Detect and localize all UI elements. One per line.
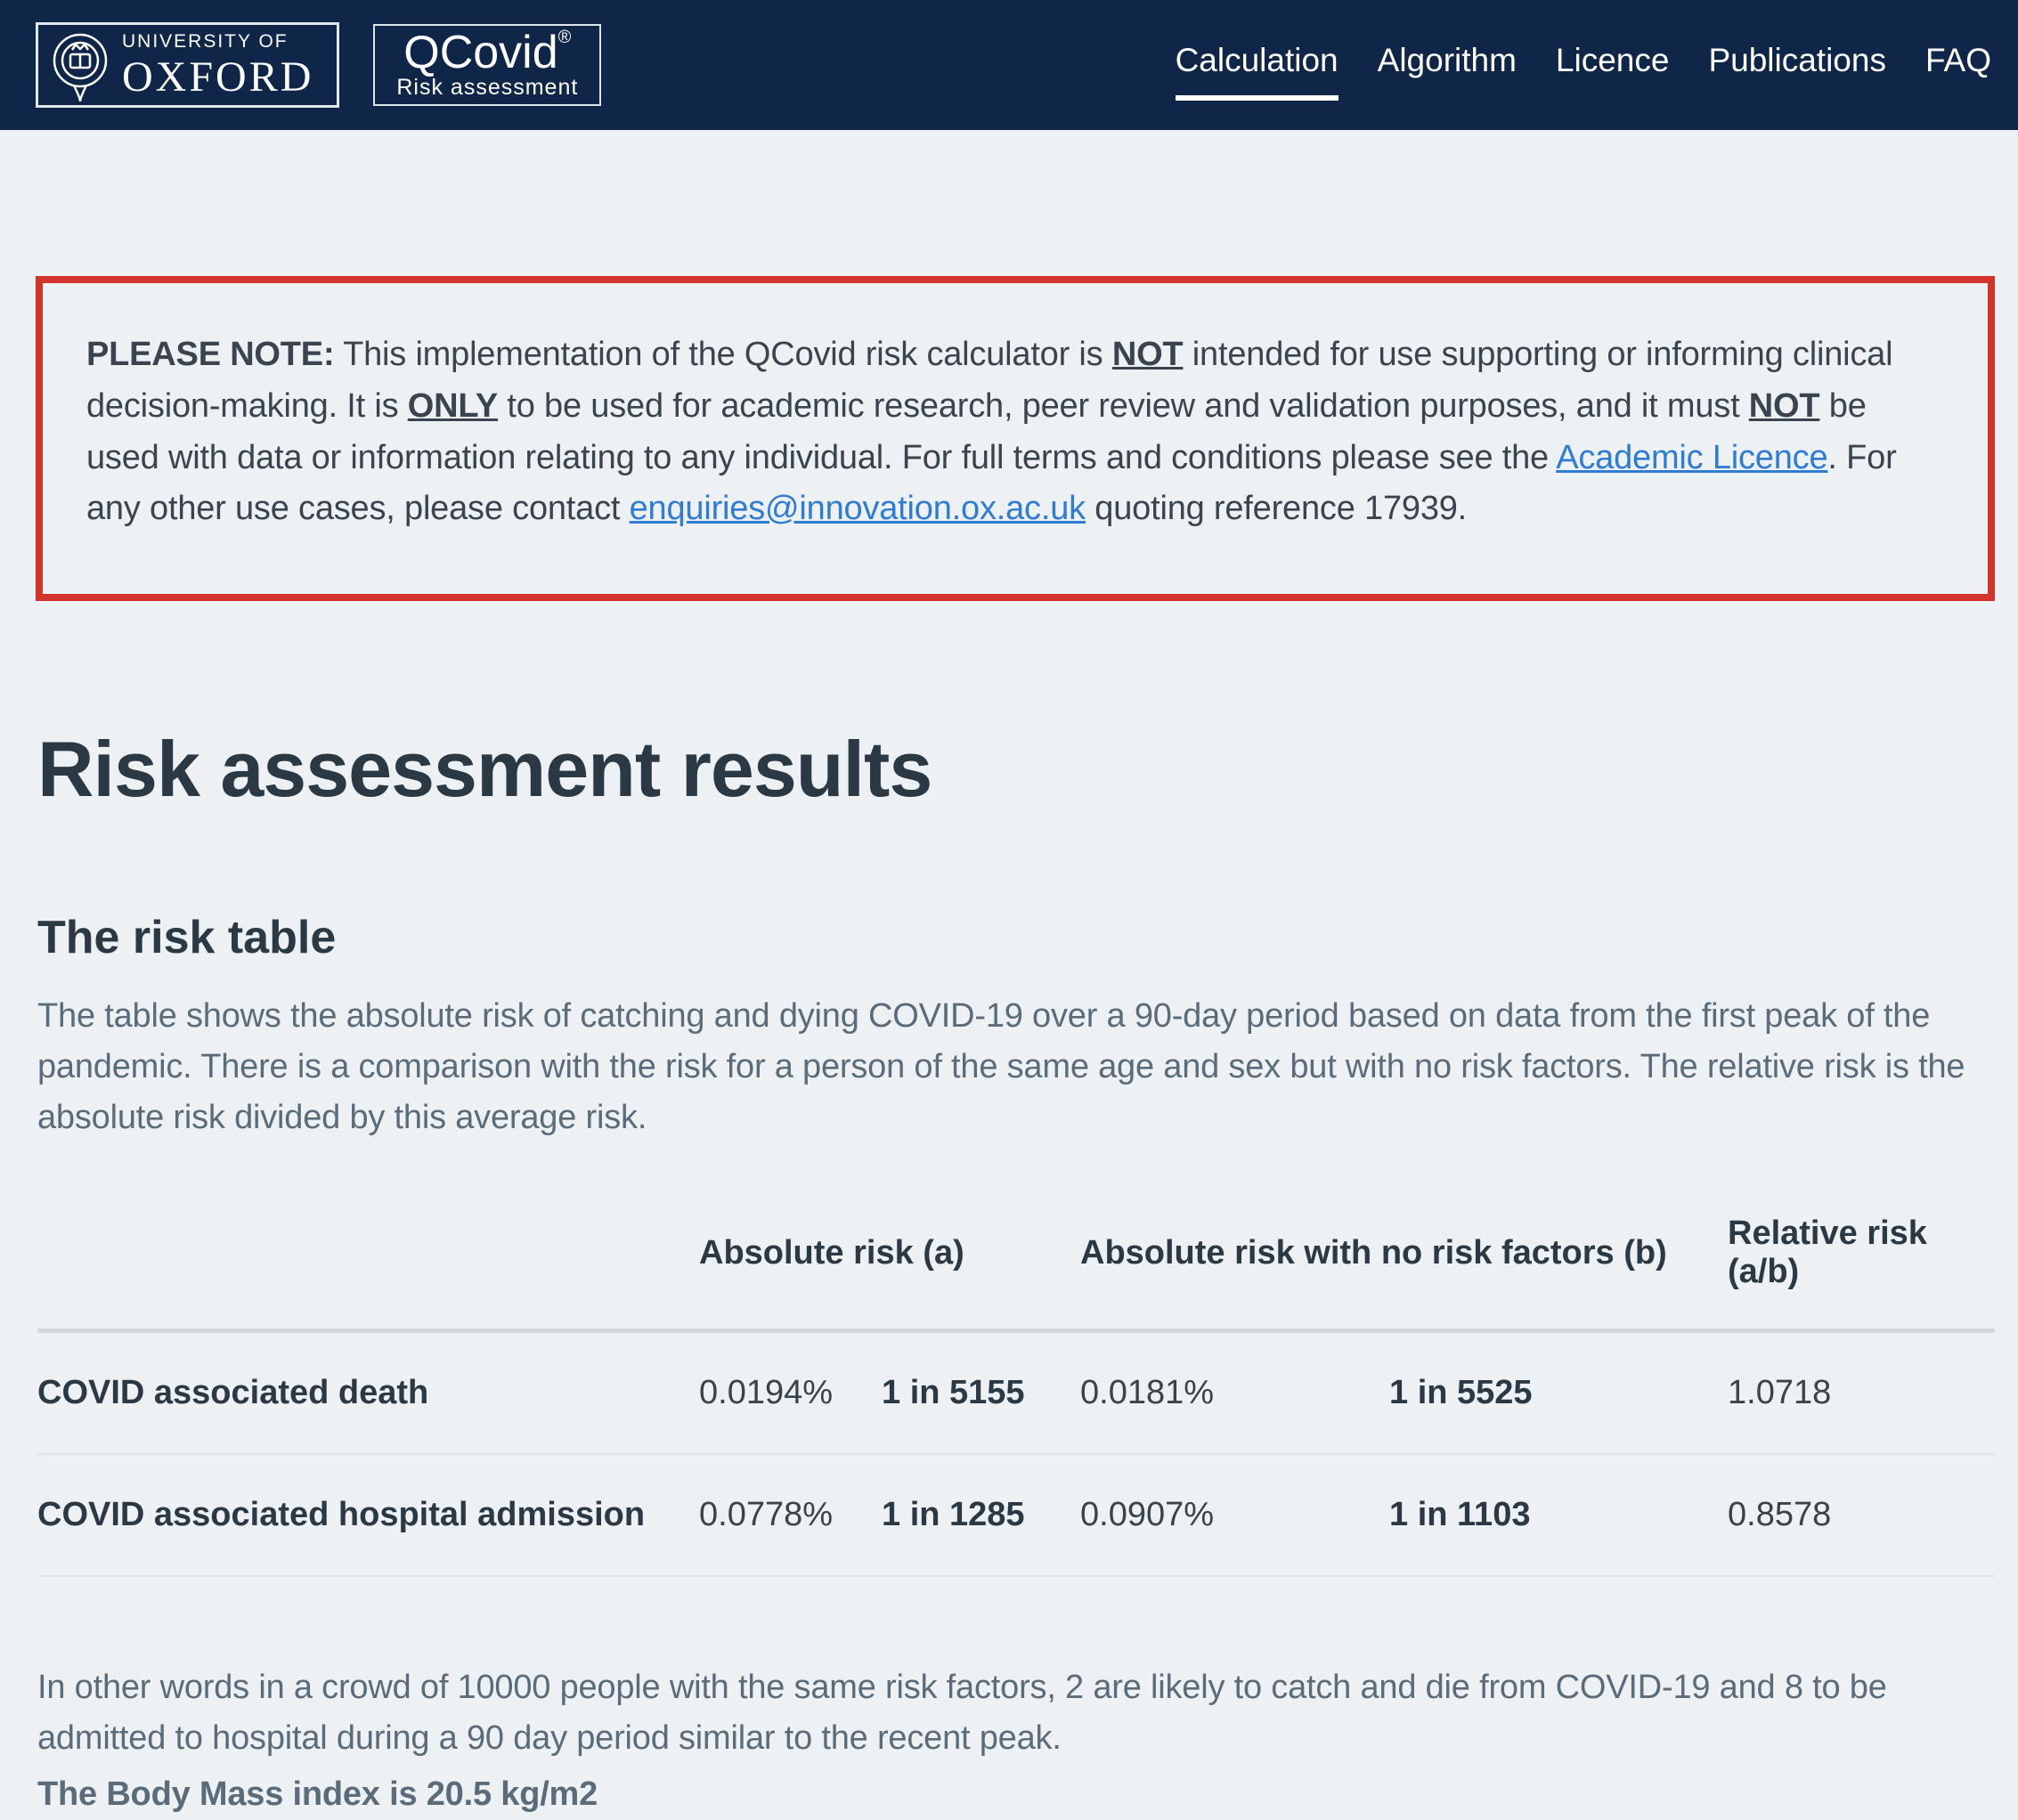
oxford-logo[interactable] — [36, 22, 339, 108]
registered-mark: ® — [557, 27, 572, 47]
oxford-logo-line1: UNIVERSITY OF — [122, 30, 289, 52]
page-title: Risk assessment results — [37, 725, 932, 813]
absolute-risk-ratio: 1 in 5155 — [882, 1374, 1025, 1411]
notice-box — [36, 276, 1995, 601]
nav-item-publications[interactable]: Publications — [1708, 42, 1886, 78]
risk-table-header-row — [37, 1193, 1995, 1333]
oxford-logo-text — [122, 32, 313, 99]
no-risk-pct: 0.0907% — [1080, 1496, 1215, 1533]
notice-seg4: be used with data or information relating to any individual. For full terms and conditions please see the — [86, 386, 1867, 476]
qcovid-logo-name: QCovid® — [403, 26, 572, 78]
risk-table — [37, 1193, 1995, 1577]
absolute-risk-pct: 0.0778% — [699, 1496, 834, 1533]
nav-item-algorithm[interactable]: Algorithm — [1377, 42, 1517, 78]
column-header-absolute-risk: Absolute risk (a) — [699, 1233, 964, 1272]
relative-risk-value: 0.8578 — [1728, 1496, 1832, 1533]
no-risk-ratio: 1 in 5525 — [1389, 1374, 1533, 1411]
risk-summary-text: In other words in a crowd of 10000 people with the same risk factors, 2 are likely to catch and die from COVID-19 and 8 to be admitted to hospital during a 90 day period similar to the recent peak. — [37, 1669, 1887, 1757]
qcovid-logo-subtitle: Risk assessment — [396, 75, 579, 101]
notice-seg6: quoting reference 17939. — [1085, 490, 1468, 528]
email-link[interactable]: enquiries@innovation.ox.ac.uk — [629, 490, 1086, 528]
app-header — [0, 0, 2018, 130]
academic-licence-link[interactable]: Academic Licence — [1556, 438, 1828, 476]
notice-bold-prefix: PLEASE NOTE: — [86, 336, 335, 373]
absolute-risk-ratio: 1 in 1285 — [882, 1496, 1025, 1533]
nav-item-licence[interactable]: Licence — [1555, 42, 1670, 78]
notice-seg2: intended for use supporting or informing clinical decision-making. It is — [86, 336, 1893, 425]
row-label: COVID associated death — [37, 1374, 429, 1411]
notice-seg3: to be used for academic research, peer review and validation purposes, and it must — [498, 386, 1749, 425]
oxford-logo-line2: OXFORD — [122, 53, 314, 101]
notice-not1: NOT — [1111, 336, 1184, 373]
column-header-relative-risk: Relative risk (a/b) — [1728, 1215, 1927, 1290]
table-row-covid-death — [37, 1333, 1995, 1455]
no-risk-pct: 0.0181% — [1080, 1374, 1215, 1411]
notice-seg5: . For any other use cases, please contact — [86, 438, 1897, 528]
notice-not2: NOT — [1748, 386, 1820, 425]
notice-only: ONLY — [407, 386, 499, 425]
nav-item-calculation[interactable]: Calculation — [1176, 29, 1339, 101]
no-risk-ratio: 1 in 1103 — [1389, 1496, 1531, 1533]
absolute-risk-pct: 0.0194% — [699, 1374, 834, 1411]
section-title-risk-table: The risk table — [37, 912, 337, 963]
oxford-crest-icon — [51, 25, 110, 105]
bmi-line: The Body Mass index is 20.5 kg/m2 — [37, 1775, 598, 1813]
header-spacer — [37, 1231, 699, 1290]
row-label: COVID associated hospital admission — [37, 1496, 646, 1533]
relative-risk-value: 1.0718 — [1728, 1374, 1832, 1411]
notice-seg1: This implementation of the QCovid risk calculator is — [334, 336, 1112, 373]
qcovid-logo[interactable] — [373, 24, 601, 106]
nav-item-faq[interactable]: FAQ — [1924, 42, 1991, 78]
column-header-no-risk-factors: Absolute risk with no risk factors (b) — [1080, 1233, 1667, 1272]
risk-table-description: The table shows the absolute risk of catching and dying COVID-19 over a 90-day period based on data from the first peak of the pandemic. There is a comparison with the risk for a person of the same age and sex but with no risk factors. The relative risk is the absolute risk divided by this average risk. — [37, 997, 1965, 1136]
table-row-covid-hospital-admission — [37, 1455, 1995, 1577]
main-nav — [1176, 29, 1991, 101]
